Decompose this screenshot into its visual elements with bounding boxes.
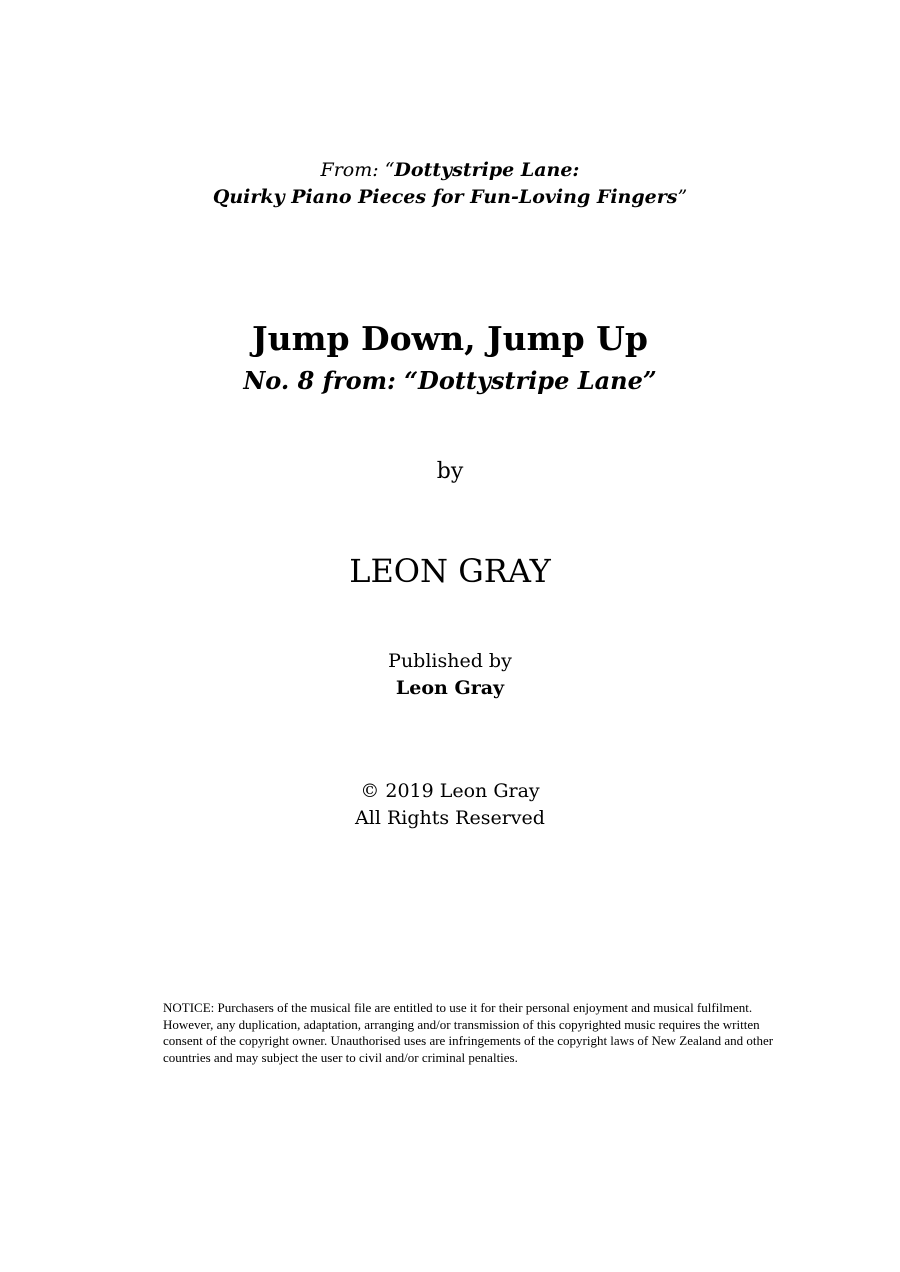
copyright-line: © 2019 Leon Gray <box>360 780 540 802</box>
collection-subtitle: Quirky Piano Pieces for Fun-Loving Fingers <box>212 186 678 208</box>
rights-reserved: All Rights Reserved <box>355 807 545 829</box>
collection-source-line-2 <box>0 184 900 211</box>
piece-title: Jump Down, Jump Up <box>251 319 649 358</box>
by-label: by <box>436 459 464 484</box>
collection-close-quote: ” <box>677 186 688 208</box>
collection-name: Dottystripe Lane: <box>394 159 580 181</box>
collection-source-line-1 <box>0 157 900 184</box>
published-by-label: Published by <box>388 650 512 672</box>
publisher-name: Leon Gray <box>395 677 505 699</box>
collection-from-label: From: “ <box>320 159 395 181</box>
composer-name: LEON GRAY <box>349 552 551 590</box>
copyright-notice: NOTICE: Purchasers of the musical file are entitled to use it for their personal enjoyment and musical fulfilment. However, any duplication, adaptation, arranging and/or transmission of this copyrighted music requires the written consent of the copyright owner. Unauthorised uses are infringements of the copyright laws of New Zealand and other countries and may subject the user to civil and/or criminal penalties. <box>163 1000 774 1065</box>
piece-subtitle: No. 8 from: “Dottystripe Lane” <box>243 366 657 395</box>
